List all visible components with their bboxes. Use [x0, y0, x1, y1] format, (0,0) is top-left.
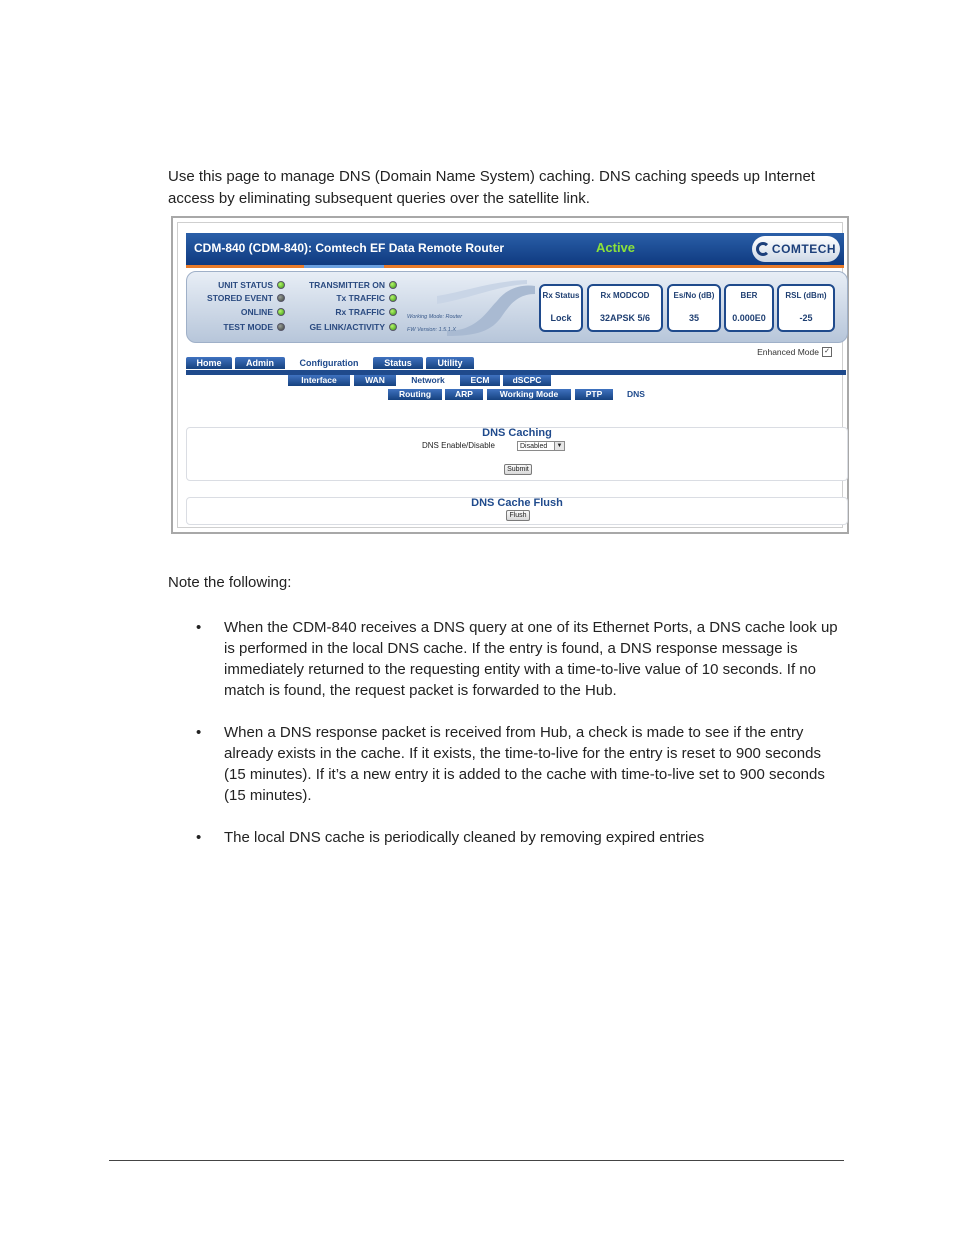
main-tabs: [186, 357, 846, 375]
subtab-wan[interactable]: WAN: [354, 375, 396, 386]
indicator-ge-link: GE LINK/ACTIVITY: [309, 322, 397, 332]
list-item: • The local DNS cache is periodically cleaned by removing expired entries: [196, 829, 705, 846]
subtab-dns[interactable]: DNS: [616, 389, 656, 400]
tab-configuration[interactable]: Configuration: [288, 357, 370, 369]
box-rx-modcod: Rx MODCOD 32APSK 5/6: [587, 284, 663, 332]
working-mode-text: Working Mode: Router: [407, 314, 463, 320]
led-icon: [389, 308, 397, 316]
led-icon: [277, 281, 285, 289]
intro-paragraph: Use this page to manage DNS (Domain Name System) caching. DNS caching speeds up Internet access by eliminating subsequent queries over the satellite link.: [168, 168, 815, 207]
indicator-rx-traffic: Rx TRAFFIC: [335, 307, 397, 317]
indicator-tx-traffic: Tx TRAFFIC: [336, 293, 397, 303]
enhanced-mode: Enhanced Mode ✓: [757, 347, 832, 357]
chevron-down-icon: ▼: [554, 442, 564, 450]
dns-flush-section: [186, 497, 848, 525]
dns-enable-select[interactable]: Disabled ▼: [517, 441, 565, 451]
led-icon: [389, 323, 397, 331]
subtab-network[interactable]: Network: [399, 375, 457, 386]
led-icon: [277, 323, 285, 331]
subtab-interface[interactable]: Interface: [288, 375, 350, 386]
footer-rule: [109, 1160, 844, 1161]
list-item: • When the CDM-840 receives a DNS query at one of its Ethernet Ports, a DNS cache look up is performed in the local DNS cache. If the entry is found, a DNS response message is immediately returned to the requesting entity with a time-to-live value of 10 seconds. If no match is found, the request packet is forwarded to the Hub.: [196, 619, 838, 699]
fw-version-text: FW Version: 1.5.1.X: [407, 327, 457, 333]
bullet-list: [196, 617, 846, 869]
flush-button[interactable]: Flush: [506, 510, 530, 521]
dns-caching-title: DNS Caching: [482, 427, 552, 439]
tab-status[interactable]: Status: [373, 357, 423, 369]
title-bar: [186, 233, 844, 268]
enhanced-mode-checkbox[interactable]: ✓: [822, 347, 832, 357]
bullet-icon: •: [196, 619, 202, 636]
indicator-stored-event: STORED EVENT: [207, 293, 285, 303]
comtech-logo: COMTECH: [752, 236, 840, 262]
list-item: • When a DNS response packet is received from Hub, a check is made to see if the entry already exists in the cache. If it exists, the time-to-live for the entry is reset to 900 seconds (15 minutes). If it’s a new entry it is added to the cache with time-to-live set to 900 seconds (15 minutes).: [196, 724, 825, 804]
led-icon: [277, 294, 285, 302]
led-icon: [389, 281, 397, 289]
subtab-dscpc[interactable]: dSCPC: [503, 375, 551, 386]
dns-enable-label: DNS Enable/Disable: [422, 441, 495, 450]
indicator-unit-status: UNIT STATUS: [218, 280, 285, 290]
indicator-transmitter-on: TRANSMITTER ON: [309, 280, 397, 290]
subtab-ptp[interactable]: PTP: [575, 389, 613, 400]
led-icon: [389, 294, 397, 302]
bullet-icon: •: [196, 829, 202, 846]
led-icon: [277, 308, 285, 316]
box-rx-status: Rx Status Lock: [539, 284, 583, 332]
dns-caching-section: [186, 427, 848, 481]
submit-button[interactable]: Submit: [504, 464, 532, 475]
box-rsl: RSL (dBm) -25: [777, 284, 835, 332]
box-es-no: Es/No (dB) 35: [667, 284, 721, 332]
tab-admin[interactable]: Admin: [235, 357, 285, 369]
tab-home[interactable]: Home: [186, 357, 232, 369]
tab-utility[interactable]: Utility: [426, 357, 474, 369]
subtab-ecm[interactable]: ECM: [460, 375, 500, 386]
note-heading: Note the following:: [168, 574, 292, 591]
window-title: CDM-840 (CDM-840): Comtech EF Data Remote Router: [194, 241, 505, 255]
subtab-routing[interactable]: Routing: [388, 389, 442, 400]
logo-swirl-icon: [756, 242, 770, 256]
box-ber: BER 0.000E0: [724, 284, 774, 332]
active-status: Active: [596, 240, 636, 255]
dns-flush-title: DNS Cache Flush: [471, 497, 563, 509]
screenshot-inner: [177, 222, 843, 528]
indicator-test-mode: TEST MODE: [223, 322, 285, 332]
indicator-online: ONLINE: [241, 307, 285, 317]
screenshot-figure: [171, 216, 849, 534]
subtab-arp[interactable]: ARP: [445, 389, 483, 400]
subtab-working-mode[interactable]: Working Mode: [487, 389, 571, 400]
status-panel: [186, 271, 848, 343]
bullet-icon: •: [196, 724, 202, 741]
